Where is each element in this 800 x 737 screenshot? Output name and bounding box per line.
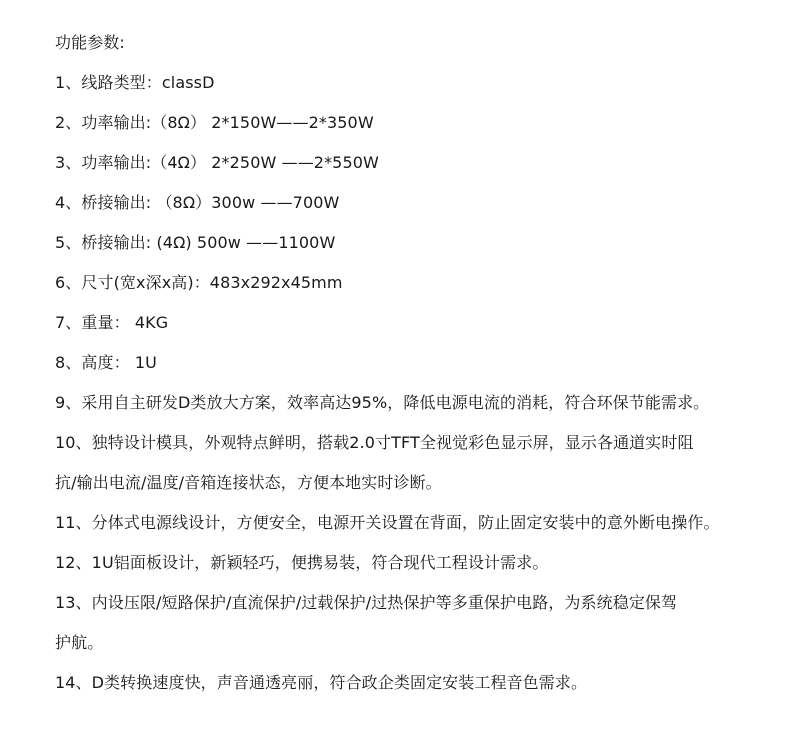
spec-line-2: 2、功率输出:（8Ω） 2*150W——2*350W [55,113,374,132]
spec-line-10: 10、独特设计模具，外观特点鲜明，搭载2.0寸TFT全视觉彩色显示屏，显示各通道实时阻 [55,433,694,452]
spec-line-10-cont: 抗/输出电流/温度/音箱连接状态，方便本地实时诊断。 [55,473,442,492]
spec-line-14: 14、D类转换速度快，声音通透亮丽，符合政企类固定安装工程音色需求。 [55,673,588,692]
spec-line-9: 9、采用自主研发D类放大方案，效率高达95%，降低电源电流的消耗，符合环保节能需求。 [55,393,710,412]
spec-line-1: 1、线路类型：classD [55,73,215,92]
spec-line-4: 4、桥接输出: （8Ω）300w ——700W [55,193,340,212]
spec-line-13-cont: 护航。 [55,633,104,652]
spec-line-12: 12、1U铝面板设计，新颖轻巧，便携易装，符合现代工程设计需求。 [55,553,549,572]
spec-line-7: 7、重量： 4KG [55,313,169,332]
spec-line-8: 8、高度： 1U [55,353,157,372]
spec-line-5: 5、桥接输出: (4Ω) 500w ——1100W [55,233,336,252]
spec-line-11: 11、分体式电源线设计，方便安全，电源开关设置在背面，防止固定安装中的意外断电操作。 [55,513,720,532]
spec-heading: 功能参数: [55,33,125,52]
spec-line-6: 6、尺寸(宽x深x高)：483x292x45mm [55,273,343,292]
spec-line-3: 3、功率输出:（4Ω） 2*250W ——2*550W [55,153,379,172]
spec-line-13: 13、内设压限/短路保护/直流保护/过载保护/过热保护等多重保护电路，为系统稳定保驾 [55,593,678,612]
